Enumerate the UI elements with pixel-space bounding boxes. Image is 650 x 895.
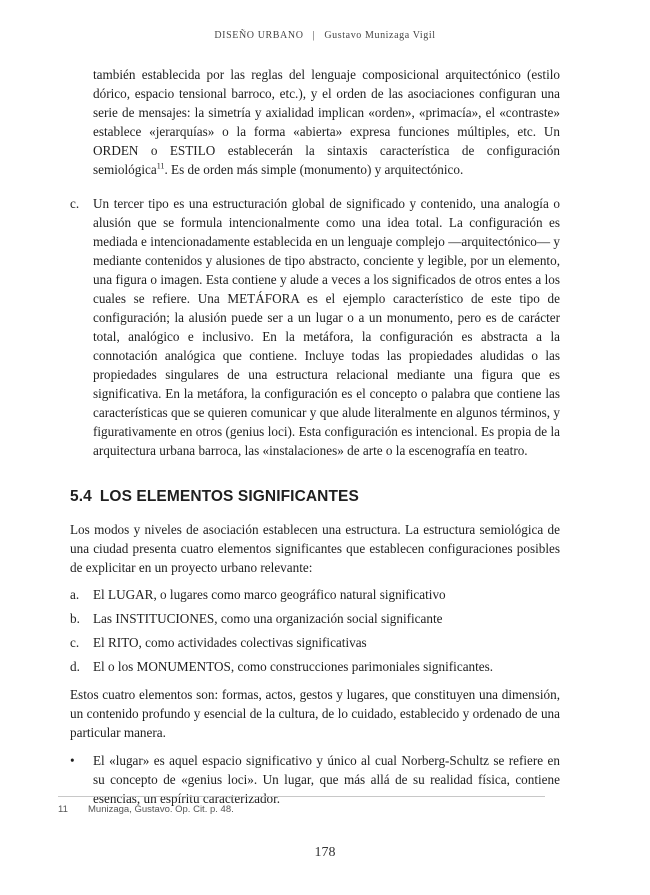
list-item [70,657,560,676]
body-text [70,65,560,808]
list-item-text: Un tercer tipo es una estructuración global de significado y contenido, una analogía o alusión que se formula intencionalmente como una idea total. La configuración es mediada e intencionadamente establecida en un lenguaje complejo —arquitectónico— y mediante contenidos y alusiones de tipo abstracto, conciente y legible, por un elemento, una figura o imagen. Esta contiene y alude a veces a los significados de otros entes a los cuales se refiere. Una METÁFORA es el ejemplo característico de este tipo de configuración; la alusión puede ser a un lugar o a un monumento, pero es de carácter total, analógico e inclusivo. En la metáfora, la configuración es abstracta a la connotación analógica que contiene. Incluye todas las propiedades aludidas o las propiedades singulares de una estructura relacional mediante una figura que es significativa. En la metáfora, la configuración es el concepto o palabra que contiene las características que se quieren comunicar y que alude literalmente en algunos términos, y figurativamente en otros (genius loci). Esta configuración es intencional. Es propia de la arquitectura urbana barroca, las «instalaciones» de arte o la escenografía en teatro. [93,196,560,458]
continuation-end: . Es de orden más simple (monumento) y arquitectónico. [164,162,464,177]
page-number: 178 [314,845,336,860]
section-title: LOS ELEMENTOS SIGNIFICANTES [99,488,359,505]
elements-list [70,585,560,676]
header-book-title: DISEÑO URBANO [214,30,304,41]
list-marker: d. [70,658,80,674]
footnote-reference: 11 [156,161,165,171]
footnote [58,804,545,815]
intro-paragraph: Los modos y niveles de asociación establecen una estructura. La estructura semiológica de una ciudad presenta cuatro elementos significantes que establecen configuraciones posibles de explicitar en un proyecto urbano relevante: [70,521,560,575]
footnote-divider [58,796,545,797]
list-item-text: Las INSTITUCIONES, como una organización social significante [93,610,443,626]
list-marker: c. [70,634,80,650]
section-heading [70,487,560,507]
continuation-paragraph [70,65,560,179]
list-marker: b. [70,610,80,626]
bullet-icon: • [70,752,75,768]
list-item [70,585,560,604]
list-item-text: El o los MONUMENTOS, como construcciones parimoniales significantes. [93,658,494,674]
section-number: 5.4 [70,488,92,505]
header-author: Gustavo Munizaga Vigil [324,30,436,41]
continuation-text: también establecida por las reglas del lenguaje composicional arquitectónico (estilo dórico, espacio tensional barroco, etc.), y el orden de las asociaciones configuran una serie de mensajes: la simetría y axialidad implican «orden», «primacía», el «contraste» establece «jerarquías» o la forma «abierta» expresa funciones múltiples, etc. Un ORDEN o ESTILO establecerán la sintaxis característica de configuración semiológica [93,67,560,177]
list-item [70,633,560,652]
list-item [70,609,560,628]
list-item-text: El RITO, como actividades colectivas significativas [93,634,367,650]
list-item-c [70,194,560,460]
bullet-text: El «lugar» es aquel espacio significativo y único al cual Norberg-Schultz se refiere en su concepto de «genius loci». Un lugar, que más allá de su realidad física, contiene esencias, un espíritu caracterizador. [93,752,560,806]
header-separator: | [312,30,316,41]
summary-paragraph: Estos cuatro elementos son: formas, actos, gestos y lugares, que constituyen una dimensión, un contenido profundo y esencial de la cultura, de lo cuidado, establecido y ordenado de una particular manera. [70,686,560,740]
list-marker: a. [70,586,80,602]
list-item-text: El LUGAR, o lugares como marco geográfico natural significativo [93,586,446,602]
running-header [0,30,650,41]
footnote-number: 11 [58,804,68,815]
footnote-text: Munizaga, Gustavo. Op. Cit. p. 48. [88,804,234,815]
bullet-item [70,751,560,808]
list-marker: c. [70,196,80,211]
